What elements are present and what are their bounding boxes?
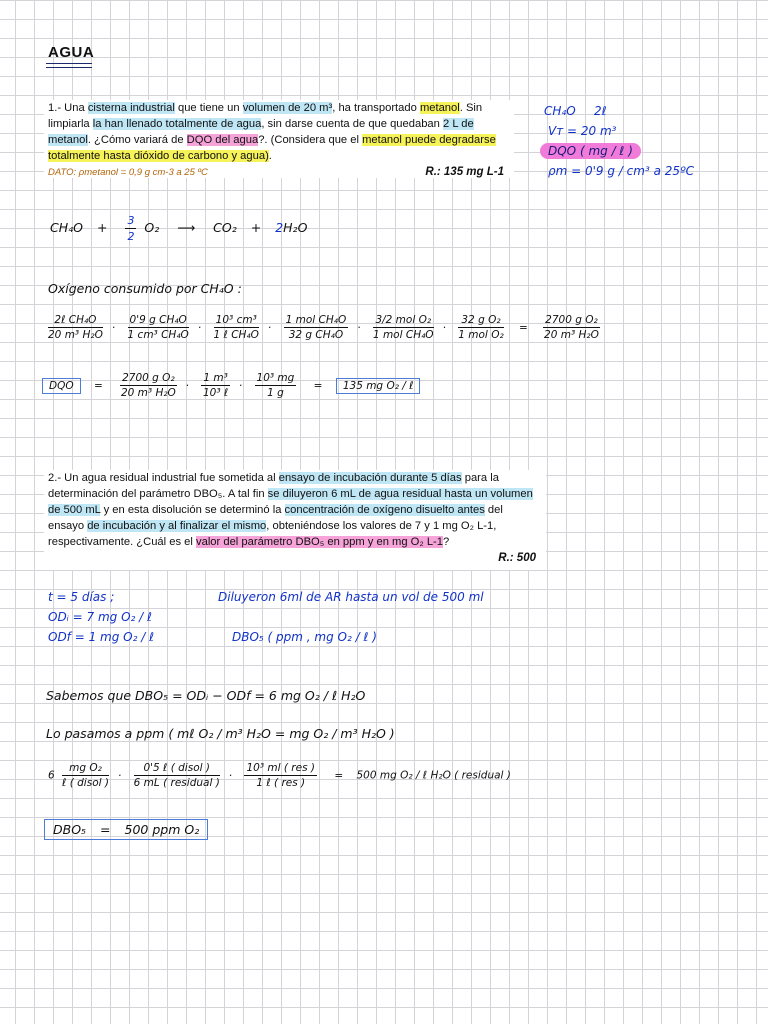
highlight-metanol: metanol xyxy=(419,102,460,114)
problem-1-text: . ¿Cómo variará de xyxy=(87,134,184,146)
highlight-incubacion: ensayo de incubación durante 5 días xyxy=(278,472,462,484)
fraction-3: $\frac{\text{10³ ml ( res )}}{\text{1 ℓ ( res )}}$ xyxy=(246,762,315,789)
note-odi: ODᵢ = 7 mg O₂ / ℓ xyxy=(48,610,152,624)
dato-line: DATO: ρmetanol = 0,9 g cm-3 a 25 ºC xyxy=(48,167,208,178)
note-dqo: DQO ( mg / ℓ ) xyxy=(540,143,641,159)
fraction-3: $\frac{\text{10³ mg}}{1 g}$ xyxy=(256,372,295,399)
fraction-1: $\frac{\text{2ℓ CH₄O}}{\text{20 m³ H₂O}}$ xyxy=(48,314,103,341)
problem-2-text: y en esta disolución se determinó la xyxy=(103,504,282,516)
plus-sign: + xyxy=(96,220,108,235)
reactant-oxygen: O₂ xyxy=(144,220,160,235)
calc-1: $\frac{\text{2ℓ CH₄O}}{\text{20 m³ H₂O}}$ · $\frac{\text{0'9 g CH₄O}}{\text{1 cm³ CH₄O}}$ · $\frac{\text{10³ cm³}}{\text{1 ℓ CH₄O}}$ · $\frac{\text{1 mol CH₄O}}{\text{32 g CH₄O}}$ · $\frac{\text{3/2 mol O₂}}{\text{1 mol CH₄O}}$ · $\frac{\text{32 g O₂}}{\text{1 mol O₂}}$ = $\frac{\text{2700 g O₂}}{\text{20 m³ H₂O}}$ xyxy=(48,314,599,341)
note-t: t = 5 días ; xyxy=(48,590,115,604)
equals-sign: = xyxy=(93,379,103,392)
reactant-methanol: CH₄O xyxy=(50,220,83,235)
fraction-3: $\frac{\text{10³ cm³}}{\text{1 ℓ CH₄O}}$ xyxy=(213,314,259,341)
final-answer xyxy=(44,822,208,837)
plus-sign: + xyxy=(250,220,262,235)
fraction-6: $\frac{\text{32 g O₂}}{\text{1 mol O₂}}$ xyxy=(458,314,504,341)
highlight-diluyeron: se diluyeron 6 mL de agua residual hasta un volumen de 500 mL xyxy=(48,488,533,516)
equals-sign: = xyxy=(100,822,111,837)
equals-sign: = xyxy=(519,321,528,334)
problem-2-number: 2.- xyxy=(48,472,62,484)
reaction xyxy=(50,214,307,243)
fraction-2: $\frac{\text{0'9 g CH₄O}}{\text{1 cm³ CH₄O}}$ xyxy=(127,314,189,341)
equals-sign: = xyxy=(313,379,323,392)
highlight-cisterna: cisterna industrial xyxy=(87,102,175,114)
note-dilution: Diluyeron 6ml de AR hasta un vol de 500 ml xyxy=(218,590,484,604)
work-line-2: Lo pasamos a ppm ( mℓ O₂ / m³ H₂O = mg O₂ / m³ H₂O ) xyxy=(46,726,395,741)
problem-1-text: , sin darse cuenta de que quedaban xyxy=(261,118,440,130)
problem-2-text: ? xyxy=(443,536,450,548)
work-calc: 6 $\frac{\text{mg O₂}}{\text{ℓ ( disol )}}$ · $\frac{\text{0'5 ℓ ( disol )}}{\text{6 mL ( residual )}}$ · $\frac{\text{10³ ml ( res )}}{\text{1 ℓ ( res )}}$ = 500 mg O₂ / ℓ H₂O ( residual ) xyxy=(48,762,511,789)
answer-2: R.: 500 xyxy=(498,552,536,564)
fraction-2: $\frac{\text{0'5 ℓ ( disol )}}{\text{6 mL ( residual )}}$ xyxy=(133,762,220,789)
fraction-result: $\frac{\text{2700 g O₂}}{\text{20 m³ H₂O}}$ xyxy=(544,314,599,341)
title-underline-2 xyxy=(46,67,92,68)
highlight-2l: 2 L de metanol xyxy=(48,118,474,146)
dqo-result: 135 mg O₂ / ℓ xyxy=(336,378,421,394)
problem-1 xyxy=(44,100,514,178)
problem-2 xyxy=(44,470,546,570)
work-line-1: Sabemos que DBO₅ = ODᵢ − ODf = 6 mg O₂ / ℓ H₂O xyxy=(46,688,366,703)
dbo-label: DBO₅ xyxy=(53,822,87,837)
reaction-arrow: ⟶ xyxy=(177,220,196,235)
dbo-value: 500 ppm O₂ xyxy=(124,822,200,837)
note-vt: Vт = 20 m³ xyxy=(548,124,617,138)
problem-2-text: Un agua residual industrial fue sometida al xyxy=(64,472,276,484)
lead-value: 6 xyxy=(48,769,55,782)
problem-1-text: . xyxy=(268,150,272,162)
note-ch4o: CH₄O xyxy=(544,104,576,118)
note-odf: ODf = 1 mg O₂ / ℓ xyxy=(48,630,155,644)
work-result: 500 mg O₂ / ℓ H₂O ( residual ) xyxy=(356,769,511,782)
calc-2: DQO = $\frac{\text{2700 g O₂}}{\text{20 m³ H₂O}}$ · $\frac{\text{1 m³}}{\text{10³ ℓ}}$ · $\frac{\text{10³ mg}}{1 g}$ = 135 mg O₂ / ℓ xyxy=(42,372,420,399)
highlight-dqo: DQO del agua xyxy=(186,134,259,146)
problem-2-text: del ensayo xyxy=(48,504,503,532)
highlight-valor: valor del parámetro DBO₅ en ppm y en mg O₂ L-1 xyxy=(196,536,443,548)
fraction-5: $\frac{\text{3/2 mol O₂}}{\text{1 mol CH₄O}}$ xyxy=(372,314,434,341)
problem-1-text: . Sin limpiarla xyxy=(48,102,483,130)
fraction-4: $\frac{\text{1 mol CH₄O}}{\text{32 g CH₄O}}$ xyxy=(285,314,347,341)
note-dbo: DBO₅ ( ppm , mg O₂ / ℓ ) xyxy=(232,630,377,644)
note-pm: ρm = 0'9 g / cm³ a 25ºC xyxy=(548,164,695,178)
note-ch4o-val: 2ℓ xyxy=(594,104,607,118)
problem-1-text: ?. (Considera que el xyxy=(258,134,359,146)
problem-2-text: para la determinación del parámetro DBO₅. A tal fin xyxy=(48,472,499,500)
product-co2: CO₂ xyxy=(213,220,237,235)
coefficient-2: 2 xyxy=(275,220,284,235)
fraction-1: $\frac{\text{2700 g O₂}}{\text{20 m³ H₂O}}$ xyxy=(120,372,176,399)
product-water: H₂O xyxy=(283,220,308,235)
highlight-degradarse: metanol puede degradarse totalmente hasta dióxido de carbono y agua) xyxy=(48,134,496,162)
coefficient-fraction: $\frac{3}{2}$ xyxy=(127,214,135,243)
title-underline xyxy=(46,63,92,64)
fraction-2: $\frac{\text{1 m³}}{\text{10³ ℓ}}$ xyxy=(202,372,229,399)
problem-1-text: Una xyxy=(64,102,85,114)
problem-1-number: 1.- xyxy=(48,102,62,114)
highlight-llenado: la han llenado totalmente de agua xyxy=(92,118,262,130)
highlight-volumen: volumen de 20 m³ xyxy=(242,102,333,114)
problem-1-text: que tiene un xyxy=(177,102,240,114)
highlight-concentracion: concentración de oxígeno disuelto antes xyxy=(284,504,485,516)
equals-sign: = xyxy=(334,769,344,782)
dqo-label: DQO xyxy=(42,378,81,394)
answer-1: R.: 135 mg L-1 xyxy=(425,166,504,178)
problem-1-text: , ha transportado xyxy=(332,102,417,114)
fraction-1: $\frac{\text{mg O₂}}{\text{ℓ ( disol )}}$ xyxy=(62,762,109,789)
problem-2-text: , obteniéndose los valores de 7 y 1 mg O₂ L-1, respectivamente. ¿Cuál es el xyxy=(48,520,497,548)
highlight-finalizar: de incubación y al finalizar el mismo xyxy=(87,520,267,532)
oxygen-heading: Oxígeno consumido por CH₄O : xyxy=(48,281,242,296)
page-title: AGUA xyxy=(48,44,95,61)
